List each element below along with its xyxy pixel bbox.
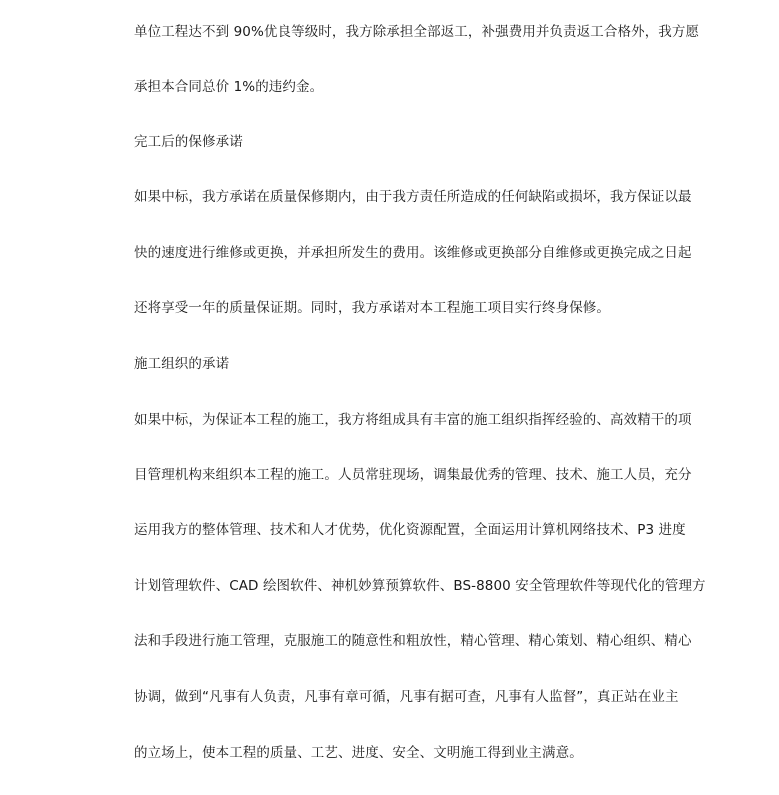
paragraph-line: 计划管理软件、CAD 绘图软件、神机妙算预算软件、BS-8800 安全管理软件等现代化的管理方 — [134, 578, 706, 594]
paragraph-line: 快的速度进行维修或更换，并承担所发生的费用。该维修或更换部分自维修或更换完成之日起 — [134, 245, 692, 261]
paragraph-line: 如果中标，为保证本工程的施工，我方将组成具有丰富的施工组织指挥经验的、高效精干的项 — [134, 412, 692, 428]
paragraph-line: 的立场上，使本工程的质量、工艺、进度、安全、文明施工得到业主满意。 — [134, 745, 583, 761]
paragraph-line: 单位工程达不到 90%优良等级时，我方除承担全部返工，补强费用并负责返工合格外，我方愿 — [134, 24, 700, 40]
paragraph-line: 如果中标，我方承诺在质量保修期内，由于我方责任所造成的任何缺陷或损坏，我方保证以最 — [134, 189, 692, 205]
paragraph-line: 目管理机构来组织本工程的施工。人员常驻现场，调集最优秀的管理、技术、施工人员，充分 — [134, 467, 692, 483]
paragraph-line: 协调，做到“凡事有人负责，凡事有章可循，凡事有据可查，凡事有人监督”，真正站在业主 — [134, 689, 679, 705]
paragraph-line: 运用我方的整体管理、技术和人才优势，优化资源配置，全面运用计算机网络技术、P3 进度 — [134, 522, 686, 538]
paragraph-line: 还将享受一年的质量保证期。同时，我方承诺对本工程施工项目实行终身保修。 — [134, 300, 610, 316]
section-heading-construction-org: 施工组织的承诺 — [134, 356, 230, 372]
section-heading-warranty: 完工后的保修承诺 — [134, 134, 243, 150]
paragraph-line: 法和手段进行施工管理，克服施工的随意性和粗放性，精心管理、精心策划、精心组织、精心 — [134, 633, 692, 649]
paragraph-line: 承担本合同总价 1%的违约金。 — [134, 79, 324, 95]
